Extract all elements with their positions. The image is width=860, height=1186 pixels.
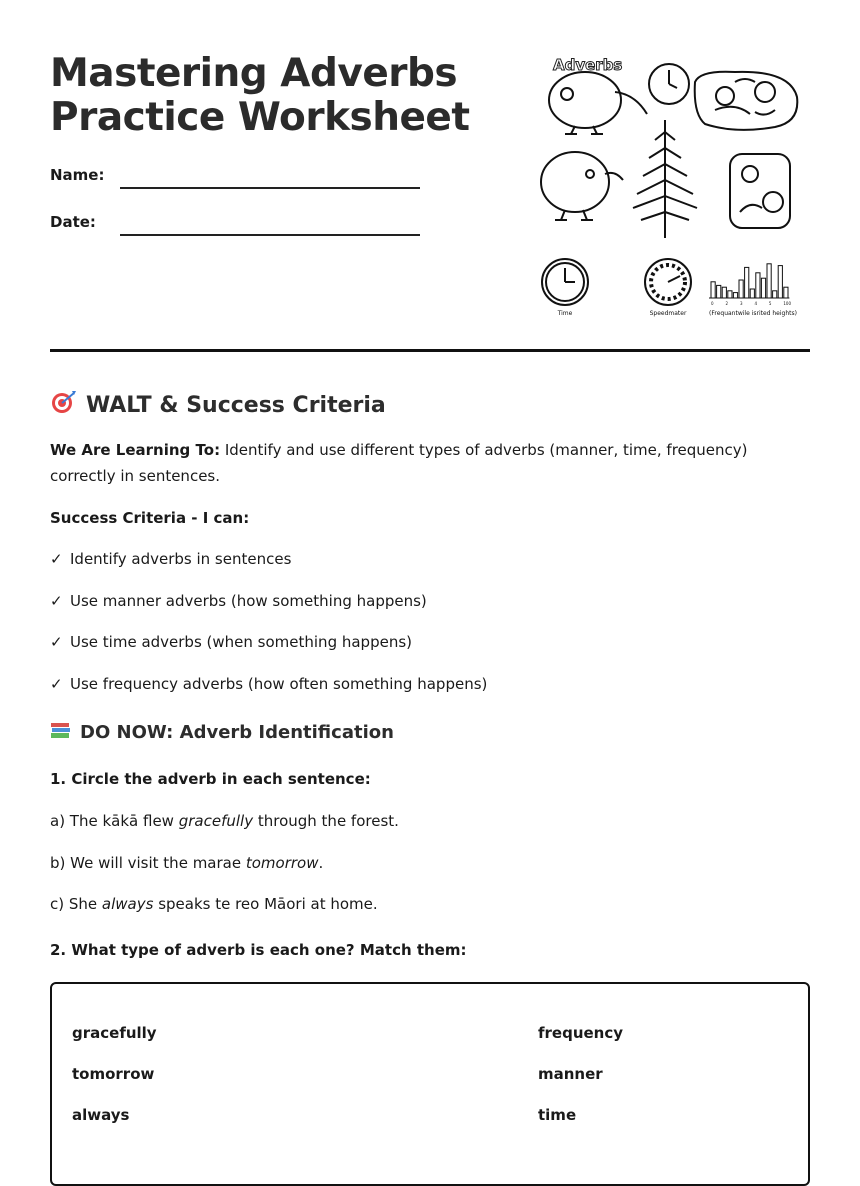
learning-intention [50, 437, 790, 489]
name-label: Name: [50, 166, 105, 184]
frequency-bar [756, 273, 760, 298]
frequency-bar [761, 278, 765, 298]
sentence-adverb[interactable]: gracefully [178, 812, 254, 830]
walt-heading [50, 390, 386, 420]
checkmark-icon: ✓ [50, 633, 63, 651]
target-icon [50, 390, 78, 420]
speedometer-caption: Speedmater [649, 310, 687, 317]
frequency-bar [717, 285, 721, 298]
frequency-bar [722, 287, 726, 298]
learning-text: Identify and use different types of adverbs (manner, time, frequency) correctly in sentences. [50, 441, 748, 485]
frequency-bar [711, 282, 715, 298]
frequency-bars [709, 264, 789, 298]
checkmark-icon: ✓ [50, 592, 63, 610]
date-field-line[interactable] [120, 234, 420, 236]
criteria-heading: Success Criteria - I can: [50, 509, 250, 527]
match-left-item[interactable]: gracefully [72, 1024, 157, 1042]
walt-heading-text: WALT & Success Criteria [86, 392, 386, 418]
frequency-tick-label: 2 [725, 301, 729, 306]
frequency-bar [728, 291, 732, 298]
frequency-tick-label: 3 [739, 301, 743, 306]
sentence-text: a) The kākā flew [50, 812, 179, 830]
frequency-tick-label: 5 [768, 301, 772, 306]
time-clock-icon [542, 259, 588, 305]
frequency-bar [767, 264, 771, 298]
books-icon [50, 720, 72, 745]
frequency-bar-ticks [711, 301, 791, 306]
do-now-heading-text: DO NOW: Adverb Identification [80, 722, 394, 743]
match-right-item[interactable]: manner [538, 1065, 603, 1083]
matching-box [50, 982, 810, 1186]
criteria-item [50, 550, 291, 568]
checkmark-icon: ✓ [50, 675, 63, 693]
frequency-bar [773, 291, 777, 298]
do-now-heading [50, 720, 394, 745]
question-1: 1. Circle the adverb in each sentence: [50, 770, 371, 788]
match-left-item[interactable]: always [72, 1106, 130, 1124]
frequency-bar [778, 266, 782, 298]
sentence-text: speaks te reo Māori at home. [153, 895, 378, 913]
frequency-bar [745, 267, 749, 298]
criteria-item [50, 592, 427, 610]
sentence-text: through the forest. [253, 812, 399, 830]
checkmark-icon: ✓ [50, 550, 63, 568]
frequency-bar [750, 289, 754, 298]
sentence-item [50, 854, 323, 872]
kiwi-bird-icon [549, 72, 647, 134]
kiwi-bird-2-icon [541, 152, 623, 220]
sentence-item [50, 895, 378, 913]
carving-head-icon [695, 72, 798, 130]
date-label: Date: [50, 213, 96, 231]
sentence-adverb[interactable]: always [101, 895, 154, 913]
match-right-item[interactable]: time [538, 1106, 577, 1124]
time-caption: Time [557, 310, 573, 317]
frequency-tick-label: 4 [754, 301, 757, 306]
illustration-heading: Adverbs [553, 56, 623, 74]
frequency-bar [733, 293, 737, 298]
sentence-adverb[interactable]: tomorrow [245, 854, 319, 872]
section-divider [50, 349, 810, 352]
criteria-item [50, 633, 412, 651]
sentence-text: c) She [50, 895, 102, 913]
title-line-2: Practice Worksheet [50, 95, 470, 140]
frequency-tick-label: 100 [783, 301, 792, 306]
koru-carving-icon [730, 154, 790, 228]
clock-icon [649, 64, 689, 104]
name-field-line[interactable] [120, 187, 420, 189]
frequency-caption: (Frequantwile isrited heights) [709, 310, 797, 317]
frequency-tick-label: 0 [711, 301, 714, 306]
learning-label: We Are Learning To: [50, 441, 221, 459]
title-line-1: Mastering Adverbs [50, 51, 458, 96]
adverbs-illustration [535, 52, 805, 324]
criteria-text: Identify adverbs in sentences [70, 550, 292, 568]
criteria-text: Use manner adverbs (how something happens) [70, 592, 427, 610]
sentence-text: . [318, 854, 324, 872]
question-2: 2. What type of adverb is each one? Match them: [50, 941, 467, 959]
frequency-bar [739, 280, 743, 298]
match-right-item[interactable]: frequency [538, 1024, 624, 1042]
frequency-bar [784, 287, 788, 298]
sentence-item [50, 812, 399, 830]
criteria-text: Use frequency adverbs (how often something happens) [70, 675, 488, 693]
sentence-text: b) We will visit the marae [50, 854, 246, 872]
criteria-text: Use time adverbs (when something happens) [70, 633, 412, 651]
fern-leaf-icon [633, 120, 697, 238]
page-title [50, 52, 470, 140]
criteria-item [50, 675, 487, 693]
match-left-item[interactable]: tomorrow [72, 1065, 155, 1083]
speedometer-icon [645, 259, 691, 305]
